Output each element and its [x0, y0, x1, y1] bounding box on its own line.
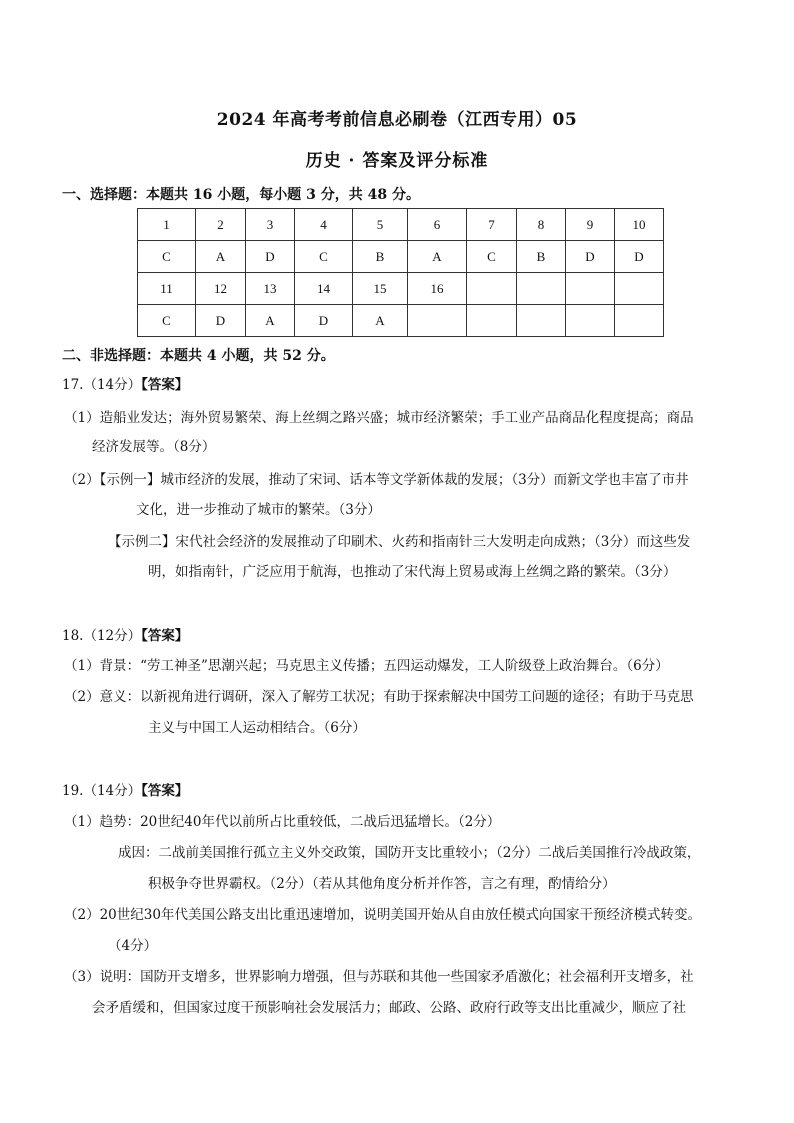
question-18-header: [62, 627, 188, 645]
answer-tag: 【答案】: [141, 783, 189, 799]
table-cell: D: [566, 241, 615, 273]
page-subtitle: 历史 · 答案及评分标准: [305, 151, 489, 171]
table-cell: 12: [196, 273, 246, 305]
table-cell: 8: [517, 209, 566, 241]
q17-line-4: 文化，进一步推动了城市的繁荣。（3分）: [136, 502, 381, 518]
q19-line-3: 积极争夺世界霸权。（2分）（若从其他角度分析并作答，言之有理，酌情给分）: [148, 876, 616, 892]
table-cell: 2: [196, 209, 246, 241]
question-number: 18.（12分）: [62, 628, 142, 644]
table-cell: C: [138, 241, 196, 273]
q17-line-6: 明，如指南针，广泛应用于航海，也推动了宋代海上贸易或海上丝绸之路的繁荣。（3分）: [148, 564, 677, 580]
table-row: [138, 241, 664, 273]
q17-line-5: 【示例二】宋代社会经济的发展推动了印刷术、火药和指南针三大发明走向成熟；（3分）而这些发: [108, 534, 691, 550]
table-cell: B: [353, 241, 408, 273]
table-cell: [467, 305, 517, 337]
table-cell: 14: [295, 273, 353, 305]
table-cell: D: [246, 241, 295, 273]
question-number: 19.（14分）: [62, 783, 142, 799]
table-cell: 5: [353, 209, 408, 241]
section-2-title: 二、非选择题：本题共 4 小题，共 52 分。: [62, 348, 335, 364]
table-cell: 15: [353, 273, 408, 305]
table-cell: 3: [246, 209, 295, 241]
q19-line-4: （2）20世纪30年代美国公路支出比重迅速增加，说明美国开始从自由放任模式向国家干预经济模式转变。: [64, 907, 701, 923]
q19-line-6: （3）说明：国防开支增多，世界影响力增强，但与苏联和其他一些国家矛盾激化；社会福利开支增多，社: [64, 969, 694, 985]
table-cell: A: [196, 241, 246, 273]
q17-line-3: （2）【示例一】城市经济的发展，推动了宋词、话本等文学新体裁的发展；（3分）而新文学也丰富了市井: [64, 472, 689, 488]
table-cell: D: [295, 305, 353, 337]
table-cell: C: [295, 241, 353, 273]
table-cell: D: [196, 305, 246, 337]
answer-tag: 【答案】: [141, 377, 189, 393]
section-1-title: 一、选择题：本题共 16 小题，每小题 3 分，共 48 分。: [62, 187, 420, 203]
table-cell: 1: [138, 209, 196, 241]
page-title: 2024 年高考考前信息必刷卷（江西专用）05: [216, 110, 578, 130]
table-cell: 13: [246, 273, 295, 305]
q19-line-5: （4分）: [108, 938, 158, 954]
table-cell: [615, 273, 664, 305]
q19-line-2: 成因：二战前美国推行孤立主义外交政策，国防开支比重较小；（2分）二战后美国推行冷战政策，: [118, 845, 701, 861]
table-cell: B: [517, 241, 566, 273]
q17-line-2: 经济发展等。（8分）: [92, 439, 216, 455]
table-cell: [566, 305, 615, 337]
table-cell: C: [467, 241, 517, 273]
question-17-header: [62, 376, 188, 394]
table-cell: 11: [138, 273, 196, 305]
table-cell: [408, 305, 467, 337]
table-cell: A: [246, 305, 295, 337]
table-cell: 6: [408, 209, 467, 241]
table-cell: C: [138, 305, 196, 337]
q17-line-1: （1）造船业发达；海外贸易繁荣、海上丝绸之路兴盛；城市经济繁荣；手工业产品商品化程度提高；商品: [64, 410, 694, 426]
q18-line-1: （1）背景：“劳工神圣”思潮兴起；马克思主义传播；五四运动爆发，工人阶级登上政治舞台。（6分）: [64, 658, 669, 674]
table-cell: A: [353, 305, 408, 337]
table-cell: 9: [566, 209, 615, 241]
answer-table: [137, 208, 664, 337]
table-cell: [467, 273, 517, 305]
q19-line-7: 会矛盾缓和，但国家过度干预影响社会发展活力；邮政、公路、政府行政等支出比重减少，顺应了社: [92, 1000, 686, 1016]
table-cell: [517, 305, 566, 337]
table-cell: [615, 305, 664, 337]
answer-tag: 【答案】: [141, 628, 189, 644]
table-row: [138, 209, 664, 241]
table-cell: A: [408, 241, 467, 273]
table-cell: [517, 273, 566, 305]
table-cell: 4: [295, 209, 353, 241]
table-row: [138, 305, 664, 337]
question-number: 17.（14分）: [62, 377, 142, 393]
table-cell: [566, 273, 615, 305]
q18-line-3: 主义与中国工人运动相结合。（6分）: [148, 720, 366, 736]
q18-line-2: （2）意义：以新视角进行调研，深入了解劳工状况；有助于探索解决中国劳工问题的途径；有助于马克思: [64, 689, 694, 705]
table-cell: 16: [408, 273, 467, 305]
table-cell: 7: [467, 209, 517, 241]
table-row: [138, 273, 664, 305]
table-cell: D: [615, 241, 664, 273]
table-cell: 10: [615, 209, 664, 241]
question-19-header: [62, 782, 188, 800]
q19-line-1: （1）趋势：20世纪40年代以前所占比重较低，二战后迅猛增长。（2分）: [64, 814, 501, 830]
